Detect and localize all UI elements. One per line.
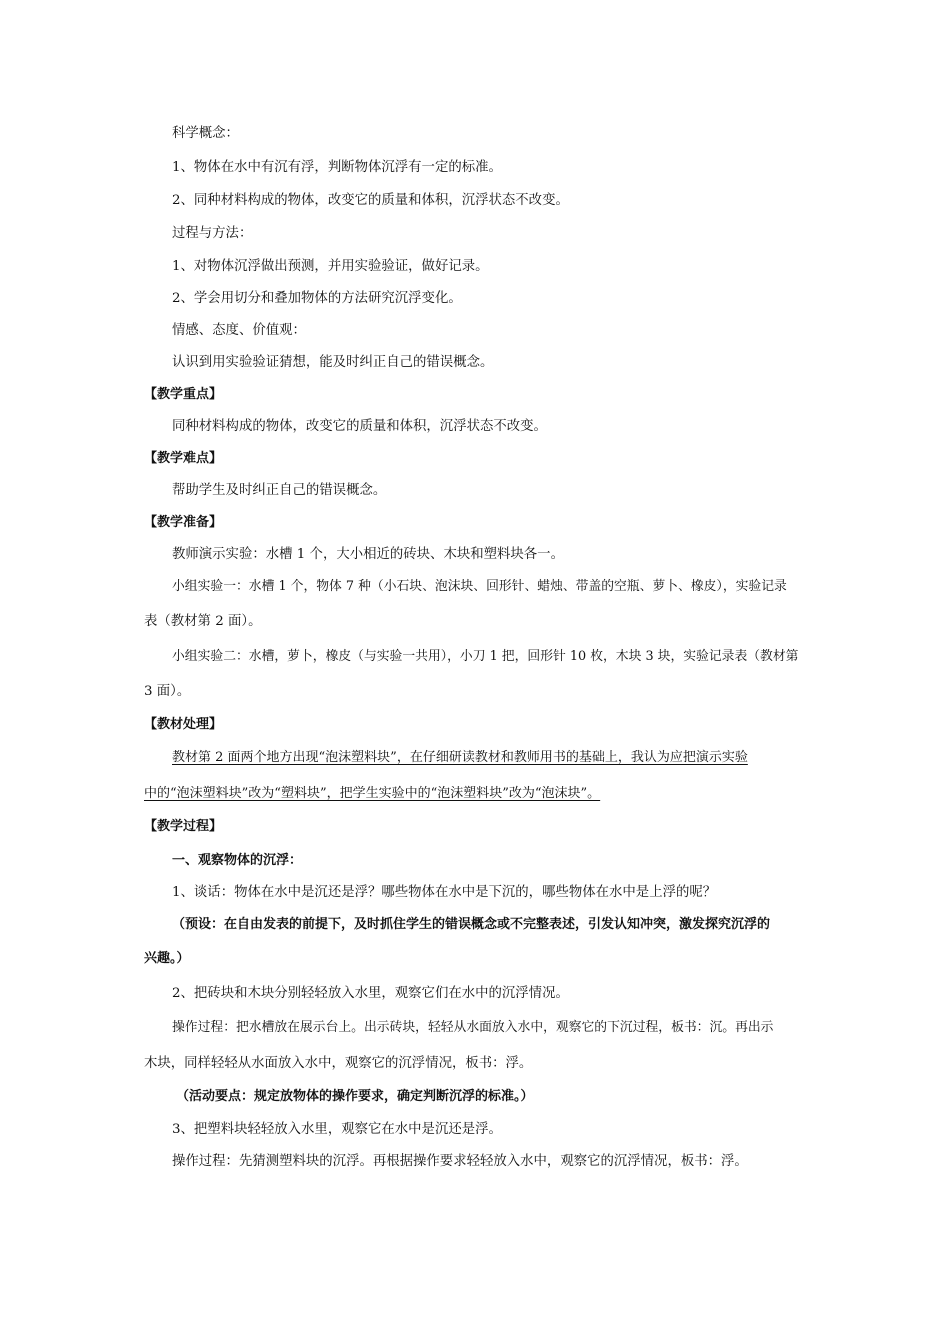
paragraph: 操作过程：先猜测塑料块的沉浮。再根据操作要求轻轻放入水中，观察它的沉浮情况，板书：浮。 <box>172 1154 748 1169</box>
subsection-heading: 一、观察物体的沉浮： <box>172 853 303 868</box>
note-paragraph: （预设：在自由发表的前提下，及时抓住学生的错误概念或不完整表述，引发认知冲突，激发探究沉浮的 <box>172 917 771 932</box>
paragraph: 3、把塑料块轻轻放入水里，观察它在水中是沉还是浮。 <box>172 1122 502 1137</box>
note-paragraph: （活动要点：规定放物体的操作要求，确定判断沉浮的标准。） <box>176 1089 534 1104</box>
note-paragraph-continuation: 兴趣。） <box>144 951 190 966</box>
paragraph: 认识到用实验验证猜想，能及时纠正自己的错误概念。 <box>172 355 494 370</box>
paragraph: 1、对物体沉浮做出预测，并用实验验证，做好记录。 <box>172 259 489 274</box>
paragraph: 2、学会用切分和叠加物体的方法研究沉浮变化。 <box>172 291 462 306</box>
section-heading: 【教学重点】 <box>144 387 223 402</box>
section-heading: 【教学准备】 <box>144 515 223 530</box>
underlined-paragraph: 教材第 2 面两个地方出现“泡沫塑料块”，在仔细研读教材和教师用书的基础上，我认为应把演示实验 <box>172 750 748 765</box>
paragraph: 操作过程：把水槽放在展示台上。出示砖块，轻轻从水面放入水中，观察它的下沉过程，板书：沉。再出示 <box>172 1020 774 1035</box>
paragraph: 情感、态度、价值观： <box>172 323 306 338</box>
paragraph: 帮助学生及时纠正自己的错误概念。 <box>172 483 387 498</box>
paragraph: 教师演示实验：水槽 1 个，大小相近的砖块、木块和塑料块各一。 <box>172 547 564 562</box>
section-heading: 【教学过程】 <box>144 819 223 834</box>
section-heading: 【教材处理】 <box>144 717 223 732</box>
paragraph: 2、把砖块和木块分别轻轻放入水里，观察它们在水中的沉浮情况。 <box>172 986 569 1001</box>
paragraph: 同种材料构成的物体，改变它的质量和体积，沉浮状态不改变。 <box>172 419 547 434</box>
section-heading: 【教学难点】 <box>144 451 223 466</box>
underlined-paragraph-continuation: 中的“泡沫塑料块”改为“塑料块”，把学生实验中的“泡沫塑料块”改为“泡沫块”。 <box>144 786 601 801</box>
paragraph-continuation: 木块，同样轻轻从水面放入水中，观察它的沉浮情况，板书：浮。 <box>144 1056 533 1071</box>
paragraph: 2、同种材料构成的物体，改变它的质量和体积，沉浮状态不改变。 <box>172 193 569 208</box>
paragraph-continuation: 3 面）。 <box>144 684 191 699</box>
paragraph: 小组实验二：水槽，萝卜，橡皮（与实验一共用），小刀 1 把，回形针 10 枚，木块 3 块，实验记录表（教材第 <box>172 649 799 664</box>
paragraph: 科学概念： <box>172 126 239 141</box>
paragraph: 1、谈话：物体在水中是沉还是浮？哪些物体在水中是下沉的，哪些物体在水中是上浮的呢？ <box>172 885 717 900</box>
paragraph: 1、物体在水中有沉有浮，判断物体沉浮有一定的标准。 <box>172 160 502 175</box>
paragraph: 过程与方法： <box>172 226 253 241</box>
paragraph: 小组实验一：水槽 1 个，物体 7 种（小石块、泡沫块、回形针、蜡烛、带盖的空瓶、萝卜、橡皮），实验记录 <box>172 579 787 594</box>
paragraph-continuation: 表（教材第 2 面）。 <box>144 614 262 629</box>
